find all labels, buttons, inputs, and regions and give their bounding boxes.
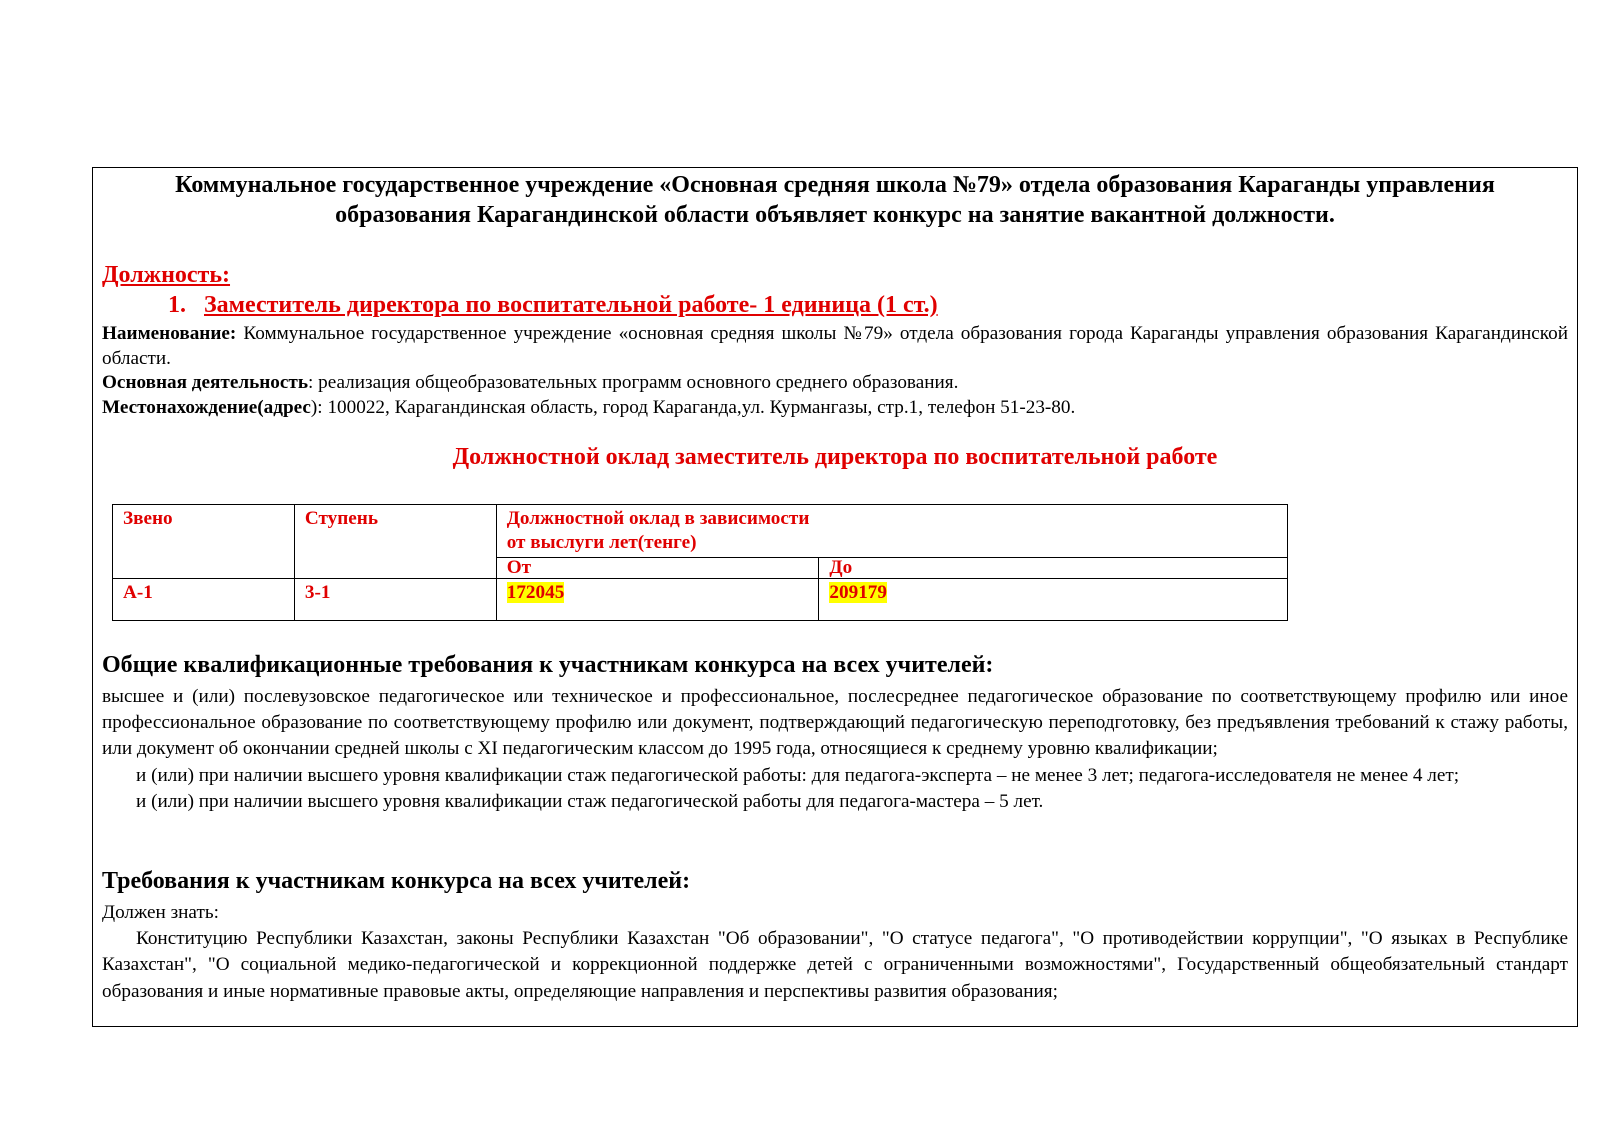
info-name-label: Наименование:	[102, 323, 237, 344]
cell-step: 3-1	[294, 579, 496, 621]
document-heading: Коммунальное государственное учреждение «Основная средняя школа №79» отдела образования Караганды управления образования Карагандинской области объявляет конкурс на занятие вакантной должности.	[175, 172, 1495, 228]
qualification-p2: и (или) при наличии высшего уровня квалификации стаж педагогической работы: для педагога-эксперта – не менее 3 лет; педагога-исследователя не менее 4 лет;	[136, 764, 1460, 786]
info-activity-value: : реализация общеобразовательных программ основного среднего образования.	[308, 372, 959, 393]
position-label: Должность:	[102, 262, 231, 288]
table-row	[113, 579, 1288, 621]
header-salary-line1: Должностной оклад в зависимости	[506, 508, 810, 529]
requirements-text	[102, 900, 1568, 1005]
qualification-p3: и (или) при наличии высшего уровня квалификации стаж педагогической работы для педагога-мастера – 5 лет.	[136, 790, 1044, 812]
organization-info	[102, 322, 1568, 420]
position-item	[168, 292, 938, 319]
header-salary-line2: от выслуги лет(тенге)	[506, 532, 697, 553]
cell-to	[819, 579, 1288, 621]
cell-link: А-1	[113, 579, 295, 621]
header-to: До	[819, 558, 1288, 579]
position-number: 1.	[168, 292, 186, 318]
requirements-p1: Конституцию Республики Казахстан, законы Республики Казахстан "Об образовании", "О статусе педагога", "О противодействии коррупции", "О языках в Республике Казахстан", "О социальной медико-педагогической и коррекционной поддержке детей с ограниченными возможностями", Государственный общеобязательный стандарт образования и иные нормативные правовые акты, определяющие направления и перспективы развития образования;	[102, 928, 1568, 1002]
position-title: Заместитель директора по воспитательной работе- 1 единица (1 ст.)	[204, 292, 938, 318]
salary-from-value: 172045	[506, 582, 565, 603]
header-from: От	[496, 558, 819, 579]
info-name	[102, 322, 1568, 371]
salary-to-value: 209179	[829, 582, 887, 603]
header-step: Ступень	[294, 505, 496, 579]
info-address-value: ): 100022, Карагандинская область, город Караганда,ул. Курмангазы, стр.1, телефон 51-23-80.	[310, 396, 1076, 418]
table-header-row	[113, 505, 1288, 558]
salary-title: Должностной оклад заместитель директора по воспитательной работе	[452, 444, 1218, 470]
info-activity-label: Основная деятельность	[102, 372, 308, 393]
header-salary	[496, 505, 1287, 558]
info-address-label: Местонахождение(адрес	[102, 396, 311, 418]
header-link: Звено	[113, 505, 295, 579]
salary-table	[112, 504, 1288, 621]
requirements-heading: Требования к участникам конкурса на всех учителей:	[102, 868, 691, 894]
requirements-must-know: Должен знать:	[102, 902, 219, 923]
qualification-p1: высшее и (или) послевузовское педагогическое или техническое и профессиональное, послесреднее педагогическое образование по соответствующему профилю или иное профессиональное образование по соответствующему профилю или документ, подтверждающий педагогическую переподготовку, без предъявления требований к стажу работы, или документ об окончании средней школы с XI педагогическим классом до 1995 года, относящиеся к среднему уровню квалификации;	[102, 686, 1568, 760]
info-activity	[102, 371, 1568, 396]
info-address	[102, 396, 1568, 421]
cell-from	[496, 579, 819, 621]
info-name-value: Коммунальное государственное учреждение «основная средняя школы №79» отдела образования города Караганды управления образования Карагандинской области.	[102, 323, 1568, 369]
qualification-text	[102, 684, 1568, 815]
qualification-heading: Общие квалификационные требования к участникам конкурса на всех учителей:	[102, 652, 994, 678]
